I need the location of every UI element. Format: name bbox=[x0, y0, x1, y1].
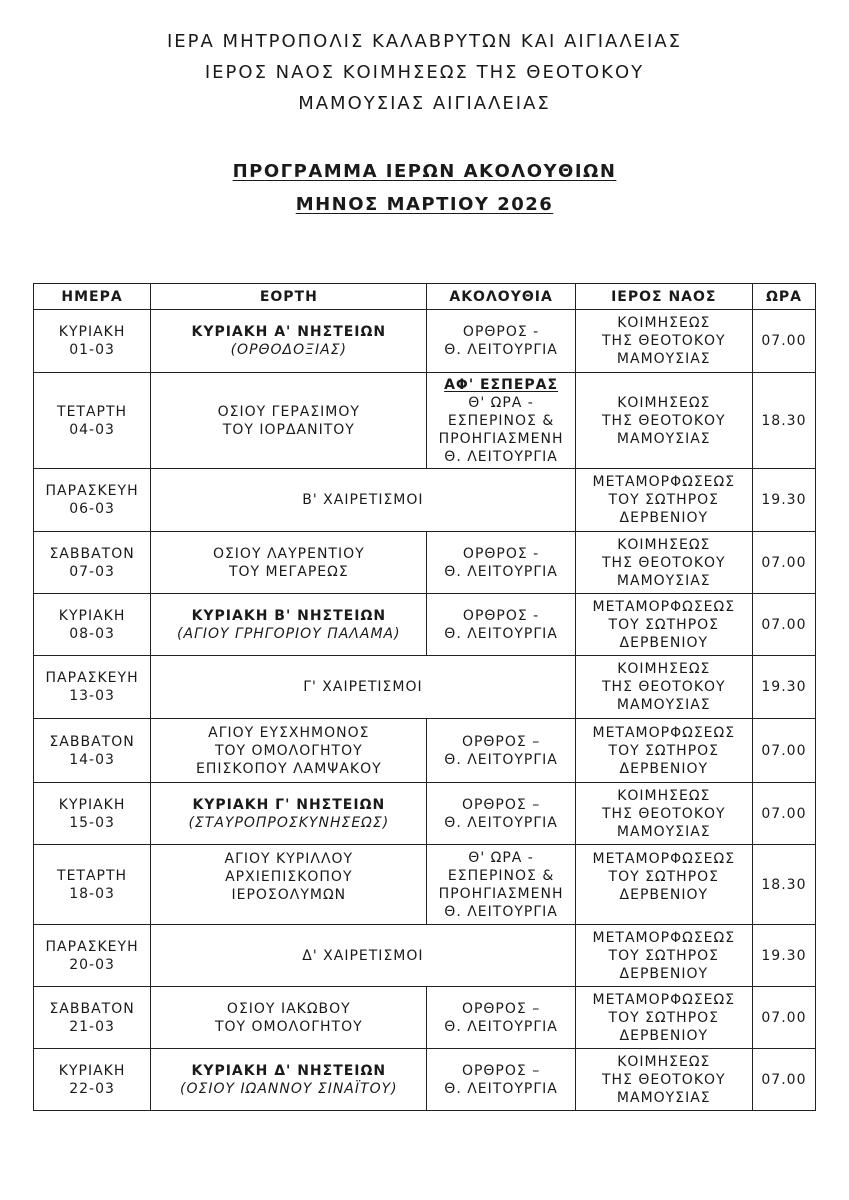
church-line: ΤΗΣ ΘΕΟΤΟΚΟΥ bbox=[601, 333, 726, 349]
church-line: ΜΕΤΑΜΟΡΦΩΣΕΩΣ bbox=[592, 851, 736, 867]
feast-cell bbox=[151, 532, 427, 594]
table-row bbox=[34, 469, 816, 532]
church-line: ΚΟΙΜΗΣΕΩΣ bbox=[617, 1053, 711, 1070]
service-line: ΠΡΟΗΓΙΑΣΜΕΝΗ bbox=[438, 885, 564, 902]
time-cell: 19.30 bbox=[752, 925, 815, 987]
church-cell bbox=[575, 656, 752, 719]
day-name: ΣΑΒΒΑΤΟΝ bbox=[49, 1000, 135, 1017]
time-cell: 07.00 bbox=[752, 532, 815, 594]
service-cell bbox=[427, 373, 575, 469]
service-line: ΕΣΠΕΡΙΝΟΣ & bbox=[447, 867, 555, 884]
header-feast: ΕΟΡΤΗ bbox=[151, 284, 427, 310]
church-line: ΤΟΥ ΣΩΤΗΡΟΣ bbox=[608, 869, 720, 885]
feast-cell bbox=[151, 719, 427, 783]
church-line: ΚΟΙΜΗΣΕΩΣ bbox=[617, 394, 711, 411]
day-name: ΚΥΡΙΑΚΗ bbox=[58, 796, 126, 813]
day-cell bbox=[34, 783, 151, 845]
service-line: Θ. ΛΕΙΤΟΥΡΓΙΑ bbox=[444, 563, 558, 580]
day-name: ΠΑΡΑΣΚΕΥΗ bbox=[45, 670, 139, 686]
feast-line: ΟΣΙΟΥ ΛΑΥΡΕΝΤΙΟΥ bbox=[212, 545, 365, 562]
church-line: ΜΑΜΟΥΣΙΑΣ bbox=[616, 697, 711, 713]
church-line: ΜΕΤΑΜΟΡΦΩΣΕΩΣ bbox=[592, 724, 736, 741]
feast-cell bbox=[151, 594, 427, 656]
table-row bbox=[34, 925, 816, 987]
service-cell bbox=[427, 987, 575, 1049]
time-cell: 07.00 bbox=[752, 987, 815, 1049]
schedule-title: ΠΡΟΓΡΑΜΜΑ ΙΕΡΩΝ ΑΚΟΛΟΥΘΙΩΝ bbox=[232, 161, 617, 182]
day-name: ΤΕΤΑΡΤΗ bbox=[57, 403, 128, 420]
church-line: ΜΕΤΑΜΟΡΦΩΣΕΩΣ bbox=[592, 991, 736, 1008]
service-cell bbox=[427, 719, 575, 783]
day-date: 15-03 bbox=[69, 814, 115, 831]
service-heading: ΑΦ' ΕΣΠΕΡΑΣ bbox=[444, 376, 559, 393]
time-cell: 07.00 bbox=[752, 719, 815, 783]
feast-cell bbox=[151, 310, 427, 373]
service-line: Θ. ΛΕΙΤΟΥΡΓΙΑ bbox=[444, 751, 558, 768]
day-name: ΠΑΡΑΣΚΕΥΗ bbox=[45, 938, 139, 955]
feast-line: ΤΟΥ ΙΟΡΔΑΝΙΤΟΥ bbox=[222, 421, 355, 438]
service-line: Θ' ΩΡΑ - bbox=[468, 849, 534, 866]
church-line: ΤΟΥ ΣΩΤΗΡΟΣ bbox=[608, 616, 720, 633]
service-line: Θ. ΛΕΙΤΟΥΡΓΙΑ bbox=[444, 814, 558, 831]
service-cell bbox=[427, 1049, 575, 1111]
feast-line: ΑΓΙΟΥ ΚΥΡΙΛΛΟΥ bbox=[224, 851, 354, 867]
church-line: ΜΕΤΑΜΟΡΦΩΣΕΩΣ bbox=[592, 474, 736, 490]
church-line: ΤΗΣ ΘΕΟΤΟΚΟΥ bbox=[601, 1071, 726, 1088]
table-row bbox=[34, 532, 816, 594]
feast-line: ΟΣΙΟΥ ΓΕΡΑΣΙΜΟΥ bbox=[217, 403, 360, 420]
church-line: ΚΟΙΜΗΣΕΩΣ bbox=[617, 536, 711, 553]
time-cell: 19.30 bbox=[752, 656, 815, 719]
church-line: ΤΟΥ ΣΩΤΗΡΟΣ bbox=[608, 742, 720, 759]
church-cell bbox=[575, 532, 752, 594]
day-date: 08-03 bbox=[69, 625, 115, 642]
church-line: ΤΟΥ ΣΩΤΗΡΟΣ bbox=[608, 492, 720, 508]
church-line: ΔΕΡΒΕΝΙΟΥ bbox=[619, 1027, 709, 1044]
church-name: ΙΕΡΟΣ ΝΑΟΣ ΚΟΙΜΗΣΕΩΣ ΤΗΣ ΘΕΟΤΟΚΟΥ bbox=[204, 62, 645, 83]
feast-main: ΚΥΡΙΑΚΗ Β' ΝΗΣΤΕΙΩΝ bbox=[191, 607, 387, 624]
service-cell bbox=[427, 845, 575, 925]
church-cell bbox=[575, 1049, 752, 1111]
day-cell bbox=[34, 310, 151, 373]
church-line: ΜΑΜΟΥΣΙΑΣ bbox=[616, 1089, 711, 1106]
table-row bbox=[34, 719, 816, 783]
feast-span-cell: Β' ΧΑΙΡΕΤΙΣΜΟΙ bbox=[151, 469, 576, 532]
service-line: ΟΡΘΡΟΣ - bbox=[462, 545, 540, 562]
time-cell: 18.30 bbox=[752, 845, 815, 925]
church-cell bbox=[575, 594, 752, 656]
day-cell bbox=[34, 1049, 151, 1111]
feast-sub: (ΟΣΙΟΥ ΙΩΑΝΝΟΥ ΣΙΝΑΪΤΟΥ) bbox=[180, 1080, 398, 1097]
day-cell bbox=[34, 532, 151, 594]
church-line: ΜΕΤΑΜΟΡΦΩΣΕΩΣ bbox=[592, 598, 736, 615]
church-line: ΚΟΙΜΗΣΕΩΣ bbox=[617, 661, 711, 677]
service-line: ΟΡΘΡΟΣ – bbox=[461, 1062, 541, 1079]
church-line: ΔΕΡΒΕΝΙΟΥ bbox=[619, 887, 709, 903]
service-line: Θ. ΛΕΙΤΟΥΡΓΙΑ bbox=[444, 448, 558, 465]
feast-cell bbox=[151, 373, 427, 469]
church-line: ΤΟΥ ΣΩΤΗΡΟΣ bbox=[608, 1009, 720, 1026]
time-cell: 07.00 bbox=[752, 310, 815, 373]
church-line: ΜΑΜΟΥΣΙΑΣ bbox=[616, 430, 711, 447]
feast-line: ΤΟΥ ΜΕΓΑΡΕΩΣ bbox=[228, 563, 349, 580]
service-line: ΟΡΘΡΟΣ - bbox=[462, 324, 540, 340]
church-cell bbox=[575, 987, 752, 1049]
feast-cell bbox=[151, 783, 427, 845]
day-date: 22-03 bbox=[69, 1080, 115, 1097]
church-line: ΤΟΥ ΣΩΤΗΡΟΣ bbox=[608, 947, 720, 964]
day-cell bbox=[34, 987, 151, 1049]
service-line: Θ. ΛΕΙΤΟΥΡΓΙΑ bbox=[444, 625, 558, 642]
feast-sub: (ΟΡΘΟΔΟΞΙΑΣ) bbox=[230, 342, 348, 358]
day-cell bbox=[34, 373, 151, 469]
feast-cell bbox=[151, 1049, 427, 1111]
schedule-table bbox=[33, 283, 816, 1111]
day-name: ΣΑΒΒΑΤΟΝ bbox=[49, 733, 135, 750]
service-line: Θ. ΛΕΙΤΟΥΡΓΙΑ bbox=[444, 1018, 558, 1035]
location-name: ΜΑΜΟΥΣΙΑΣ ΑΙΓΙΑΛΕΙΑΣ bbox=[298, 93, 551, 114]
table-row bbox=[34, 310, 816, 373]
table-row bbox=[34, 845, 816, 925]
day-name: ΚΥΡΙΑΚΗ bbox=[58, 324, 126, 340]
feast-cell bbox=[151, 845, 427, 925]
day-date: 06-03 bbox=[69, 501, 115, 517]
feast-cell bbox=[151, 987, 427, 1049]
day-date: 01-03 bbox=[69, 342, 115, 358]
church-line: ΜΕΤΑΜΟΡΦΩΣΕΩΣ bbox=[592, 929, 736, 946]
time-cell: 19.30 bbox=[752, 469, 815, 532]
church-cell bbox=[575, 373, 752, 469]
document-title bbox=[0, 155, 849, 221]
time-cell: 07.00 bbox=[752, 1049, 815, 1111]
feast-sub: (ΣΤΑΥΡΟΠΡΟΣΚΥΝΗΣΕΩΣ) bbox=[188, 814, 390, 831]
day-date: 21-03 bbox=[69, 1018, 115, 1035]
day-date: 20-03 bbox=[69, 956, 115, 973]
service-line: Θ. ΛΕΙΤΟΥΡΓΙΑ bbox=[444, 1080, 558, 1097]
table-row bbox=[34, 594, 816, 656]
church-line: ΜΑΜΟΥΣΙΑΣ bbox=[616, 572, 711, 589]
service-line: ΕΣΠΕΡΙΝΟΣ & bbox=[447, 412, 555, 429]
table-row bbox=[34, 656, 816, 719]
service-line: ΟΡΘΡΟΣ - bbox=[462, 607, 540, 624]
day-date: 18-03 bbox=[69, 885, 115, 902]
time-cell: 07.00 bbox=[752, 594, 815, 656]
day-date: 13-03 bbox=[69, 688, 115, 704]
church-line: ΤΗΣ ΘΕΟΤΟΚΟΥ bbox=[601, 679, 726, 695]
church-line: ΔΕΡΒΕΝΙΟΥ bbox=[619, 634, 709, 651]
service-cell bbox=[427, 310, 575, 373]
feast-line: ΙΕΡΟΣΟΛΥΜΩΝ bbox=[231, 887, 347, 903]
church-cell bbox=[575, 469, 752, 532]
time-cell: 07.00 bbox=[752, 783, 815, 845]
service-line: Θ' ΩΡΑ - bbox=[468, 394, 534, 411]
header-day: ΗΜΕΡΑ bbox=[34, 284, 151, 310]
feast-sub: (ΑΓΙΟΥ ΓΡΗΓΟΡΙΟΥ ΠΑΛΑΜΑ) bbox=[177, 625, 401, 642]
day-date: 14-03 bbox=[69, 751, 115, 768]
church-cell bbox=[575, 845, 752, 925]
header-time: ΩΡΑ bbox=[752, 284, 815, 310]
day-cell bbox=[34, 719, 151, 783]
church-line: ΜΑΜΟΥΣΙΑΣ bbox=[616, 823, 711, 840]
church-line: ΤΗΣ ΘΕΟΤΟΚΟΥ bbox=[601, 805, 726, 822]
schedule-month: ΜΗΝΟΣ ΜΑΡΤΙΟΥ 2026 bbox=[295, 194, 554, 215]
church-line: ΔΕΡΒΕΝΙΟΥ bbox=[619, 965, 709, 982]
feast-span-cell: Δ' ΧΑΙΡΕΤΙΣΜΟΙ bbox=[151, 925, 576, 987]
church-line: ΔΕΡΒΕΝΙΟΥ bbox=[619, 510, 709, 526]
feast-main: ΚΥΡΙΑΚΗ Γ' ΝΗΣΤΕΙΩΝ bbox=[192, 796, 386, 813]
church-line: ΤΗΣ ΘΕΟΤΟΚΟΥ bbox=[601, 554, 726, 571]
church-cell bbox=[575, 925, 752, 987]
church-line: ΔΕΡΒΕΝΙΟΥ bbox=[619, 760, 709, 777]
day-name: ΚΥΡΙΑΚΗ bbox=[58, 607, 126, 624]
church-line: ΤΗΣ ΘΕΟΤΟΚΟΥ bbox=[601, 412, 726, 429]
church-line: ΚΟΙΜΗΣΕΩΣ bbox=[617, 787, 711, 804]
day-name: ΤΕΤΑΡΤΗ bbox=[57, 867, 128, 884]
day-name: ΠΑΡΑΣΚΕΥΗ bbox=[45, 483, 139, 499]
service-cell bbox=[427, 783, 575, 845]
church-line: ΚΟΙΜΗΣΕΩΣ bbox=[617, 315, 711, 331]
day-cell bbox=[34, 656, 151, 719]
feast-line: ΤΟΥ ΟΜΟΛΟΓΗΤΟΥ bbox=[214, 742, 363, 759]
day-cell bbox=[34, 469, 151, 532]
service-line: ΟΡΘΡΟΣ – bbox=[461, 796, 541, 813]
day-name: ΣΑΒΒΑΤΟΝ bbox=[49, 545, 135, 562]
document-header bbox=[0, 26, 849, 119]
service-line: Θ. ΛΕΙΤΟΥΡΓΙΑ bbox=[444, 903, 558, 920]
table-row bbox=[34, 987, 816, 1049]
table-header-row bbox=[34, 284, 816, 310]
feast-span-cell: Γ' ΧΑΙΡΕΤΙΣΜΟΙ bbox=[151, 656, 576, 719]
service-cell bbox=[427, 532, 575, 594]
time-cell: 18.30 bbox=[752, 373, 815, 469]
church-cell bbox=[575, 719, 752, 783]
day-cell bbox=[34, 925, 151, 987]
service-line: ΠΡΟΗΓΙΑΣΜΕΝΗ bbox=[438, 430, 564, 447]
table-row bbox=[34, 373, 816, 469]
service-cell bbox=[427, 594, 575, 656]
feast-main: ΚΥΡΙΑΚΗ Δ' ΝΗΣΤΕΙΩΝ bbox=[191, 1062, 387, 1079]
feast-line: ΟΣΙΟΥ ΙΑΚΩΒΟΥ bbox=[226, 1000, 351, 1017]
header-service: ΑΚΟΛΟΥΘΙΑ bbox=[427, 284, 575, 310]
feast-line: ΑΓΙΟΥ ΕΥΣΧΗΜΟΝΟΣ bbox=[208, 724, 370, 741]
service-line: Θ. ΛΕΙΤΟΥΡΓΙΑ bbox=[444, 342, 558, 358]
table-row bbox=[34, 1049, 816, 1111]
feast-main: ΚΥΡΙΑΚΗ Α' ΝΗΣΤΕΙΩΝ bbox=[191, 324, 387, 340]
church-cell bbox=[575, 783, 752, 845]
day-date: 04-03 bbox=[69, 421, 115, 438]
day-name: ΚΥΡΙΑΚΗ bbox=[58, 1062, 126, 1079]
church-line: ΜΑΜΟΥΣΙΑΣ bbox=[616, 351, 711, 367]
metropolis-name: ΙΕΡΑ ΜΗΤΡΟΠΟΛΙΣ ΚΑΛΑΒΡΥΤΩΝ ΚΑΙ ΑΙΓΙΑΛΕΙΑΣ bbox=[166, 31, 683, 52]
service-line: ΟΡΘΡΟΣ – bbox=[461, 1000, 541, 1017]
table-row bbox=[34, 783, 816, 845]
feast-line: ΑΡΧΙΕΠΙΣΚΟΠΟΥ bbox=[225, 869, 353, 885]
day-cell bbox=[34, 594, 151, 656]
header-church: ΙΕΡΟΣ ΝΑΟΣ bbox=[575, 284, 752, 310]
feast-line: ΤΟΥ ΟΜΟΛΟΓΗΤΟΥ bbox=[214, 1018, 363, 1035]
day-cell bbox=[34, 845, 151, 925]
service-line: ΟΡΘΡΟΣ – bbox=[461, 733, 541, 750]
church-cell bbox=[575, 310, 752, 373]
feast-line: ΕΠΙΣΚΟΠΟΥ ΛΑΜΨΑΚΟΥ bbox=[195, 760, 382, 777]
day-date: 07-03 bbox=[69, 563, 115, 580]
